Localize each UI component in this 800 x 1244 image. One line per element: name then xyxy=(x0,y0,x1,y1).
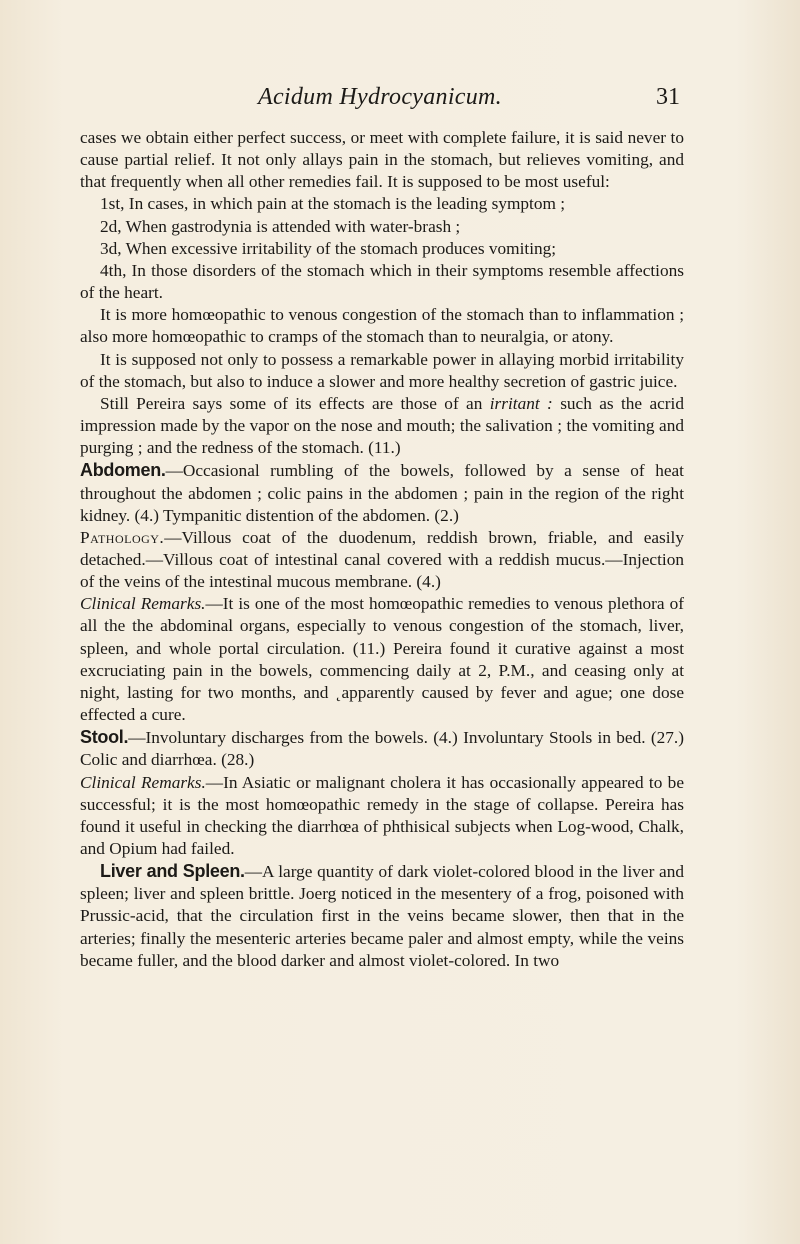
body-text xyxy=(80,127,684,972)
paragraph: It is more homœopathic to venous congestion of the stomach than to inflammation ; also more homœopathic to cramps of the stomach than to neuralgia, or atony. xyxy=(80,305,684,347)
section-heading: Liver and Spleen. xyxy=(100,861,245,882)
list-item: 2d, When gastrodynia is attended with water-brash ; xyxy=(100,216,461,236)
section-text: —Involuntary discharges from the bowels. (4.) Involuntary Stools in bed. (27.) Colic and diarrhœa. (28.) xyxy=(80,728,684,770)
paragraph: cases we obtain either perfect success, or meet with complete failure, it is said never to cause partial relief. It not only allays pain in the stomach, but relieves vomiting, and that frequently when all other remedies fail. It is supposed to be most useful: xyxy=(80,128,684,192)
section-text: —A large quantity of dark violet-colored blood in the liver and spleen; liver and spleen brittle. Joerg noticed in the mesentery of a frog, poisoned with Prussic-acid, that the circulation first in the veins became slower, then that in the arteries; finally the mesenteric arteries became paler and almost empty, while the veins became fuller, and the blood darker and almost violet-colored. In two xyxy=(80,862,684,970)
page-header xyxy=(80,84,680,118)
section-clinical-remarks xyxy=(80,772,684,861)
section-text: —In Asiatic or malignant cholera it has occasionally appeared to be successful; it is the most homœopathic remedy in the stage of collapse. Pereira has found it useful in checking the diarrhœa of phthisical subjects when Log-wood, Chalk, and Opium had failed. xyxy=(80,772,684,858)
paragraph-text: such as the acrid impression made by the vapor on the nose and mouth; the salivation ; the vomiting and purging ; and the redness of the stomach. (11.) xyxy=(80,393,685,458)
list-item: 1st, In cases, in which pain at the stomach is the leading symptom ; xyxy=(100,194,566,214)
section-heading: Pathology. xyxy=(80,527,165,547)
paragraph xyxy=(80,393,684,459)
page-number: 31 xyxy=(656,84,680,110)
list-item: 4th, In those disorders of the stomach which in their symptoms resemble affections of the heart. xyxy=(80,260,684,303)
running-title: Acidum Hydrocyanicum. xyxy=(257,84,502,110)
section-heading: Abdomen. xyxy=(80,460,166,481)
section-clinical-remarks xyxy=(80,593,684,726)
section-heading: Clinical Remarks. xyxy=(80,594,206,614)
section-text: —Occasional rumbling of the bowels, followed by a sense of heat throughout the abdomen ; colic pains in the abdomen ; pain in the region of the right kidney. (4.) Tympanitic distention of the abdomen. (2.) xyxy=(80,461,684,525)
emphasis-text: irritant : xyxy=(489,393,553,413)
section-heading: Clinical Remarks. xyxy=(80,772,206,792)
section-pathology xyxy=(80,527,684,593)
section-text: —Villous coat of the duodenum, reddish brown, friable, and easily detached.—Villous coat of intestinal canal covered with a reddish mucus.—Injection of the veins of the intestinal mucous membrane. (4.) xyxy=(80,527,684,592)
paragraph-text: Still Pereira says some of its effects are those of an xyxy=(100,393,483,413)
list-item: 3d, When excessive irritability of the stomach produces vomiting; xyxy=(100,238,557,258)
section-stool xyxy=(80,726,684,771)
paragraph: It is supposed not only to possess a remarkable power in allaying morbid irritability of the stomach, but also to induce a slower and more healthy secretion of gastric juice. xyxy=(80,349,684,391)
section-text: —It is one of the most homœopathic remedies to venous plethora of all the the abdominal organs, especially to venous congestion of the stomach, liver, spleen, and whole portal circulation. (11.) Pereira found it curative against a most excruciating pain in the bowels, commencing daily at 2, P.M., and ceasing only at night, lasting for two months, and ˛apparently caused by fever and ague; one dose effected a cure. xyxy=(80,594,684,725)
section-liver-spleen xyxy=(80,860,684,972)
section-abdomen xyxy=(80,459,684,526)
section-heading: Stool. xyxy=(80,727,129,748)
